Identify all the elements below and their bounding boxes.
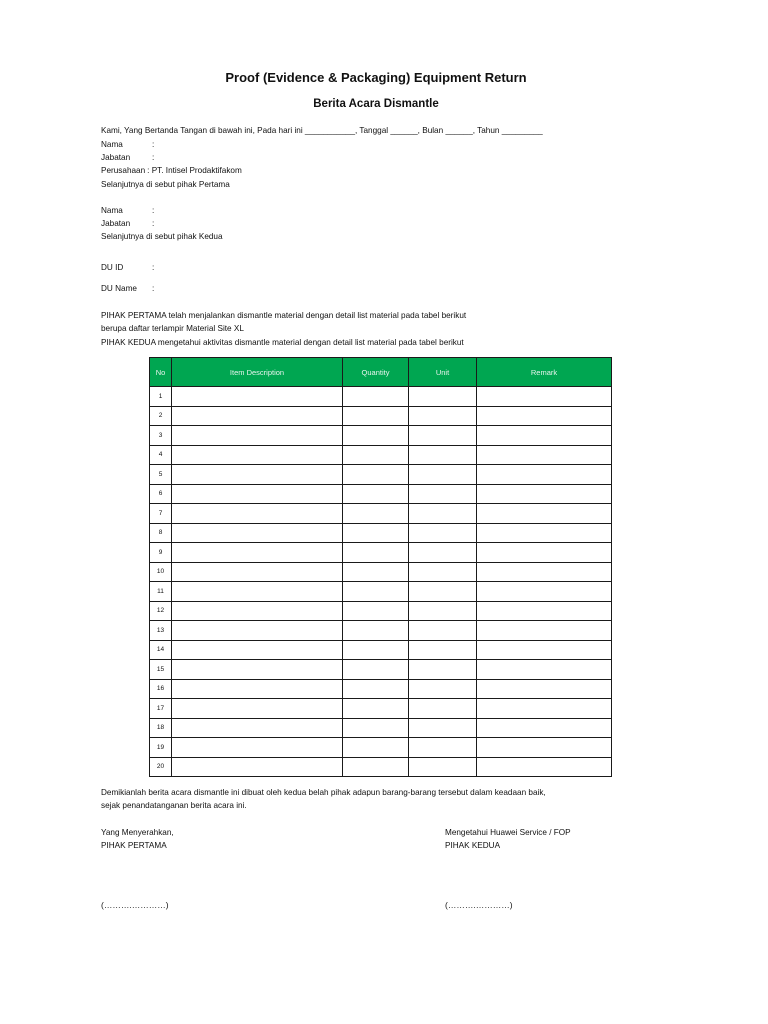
row-quantity (343, 543, 409, 563)
row-unit (409, 640, 477, 660)
row-number: 17 (150, 699, 172, 719)
table-row (150, 387, 612, 407)
closing-line-2: sejak penandatanganan berita acara ini. (101, 801, 247, 811)
du-name-row (101, 282, 154, 295)
row-remark (477, 562, 612, 582)
table-row (150, 543, 612, 563)
row-number: 20 (150, 757, 172, 777)
row-remark (477, 504, 612, 524)
row-item-description (172, 562, 343, 582)
row-quantity (343, 484, 409, 504)
party1-nama-label: Nama (101, 140, 123, 149)
row-item-description (172, 582, 343, 602)
table-row (150, 445, 612, 465)
row-remark (477, 465, 612, 485)
row-quantity (343, 406, 409, 426)
row-remark (477, 621, 612, 641)
row-quantity (343, 426, 409, 446)
row-item-description (172, 660, 343, 680)
row-item-description (172, 621, 343, 641)
table-row (150, 738, 612, 758)
row-remark (477, 445, 612, 465)
table-row (150, 582, 612, 602)
row-unit (409, 426, 477, 446)
table-row (150, 718, 612, 738)
du-id-row (101, 261, 154, 274)
row-remark (477, 426, 612, 446)
row-remark (477, 484, 612, 504)
row-number: 8 (150, 523, 172, 543)
row-number: 2 (150, 406, 172, 426)
row-number: 10 (150, 562, 172, 582)
party1-jabatan-row (101, 151, 242, 164)
table-row (150, 484, 612, 504)
du-name-value: : (152, 284, 155, 293)
row-number: 5 (150, 465, 172, 485)
row-number: 7 (150, 504, 172, 524)
party1-perusahaan-row (101, 164, 242, 177)
party2-nama-value: : (152, 206, 155, 215)
table-row (150, 406, 612, 426)
row-item-description (172, 757, 343, 777)
statement-block (101, 309, 466, 349)
table-row (150, 601, 612, 621)
table-row (150, 621, 612, 641)
document-subtitle: Berita Acara Dismantle (313, 98, 439, 110)
intro-line: Kami, Yang Bertanda Tangan di bawah ini, Pada hari ini ___________, Tanggal ______, Bulan ______, Tahun _________ (101, 126, 543, 135)
statement-line-2: berupa daftar terlampir Material Site XL (101, 324, 244, 334)
row-item-description (172, 465, 343, 485)
row-quantity (343, 621, 409, 641)
party1-perusahaan-value: : PT. Intisel Prodaktifakom (147, 166, 242, 176)
party1-perusahaan-label: Perusahaan (101, 166, 146, 176)
row-unit (409, 601, 477, 621)
party2-jabatan-value: : (152, 219, 155, 229)
row-quantity (343, 504, 409, 524)
table-row (150, 562, 612, 582)
row-unit (409, 406, 477, 426)
row-quantity (343, 679, 409, 699)
row-remark (477, 582, 612, 602)
row-unit (409, 562, 477, 582)
row-number: 19 (150, 738, 172, 758)
row-item-description (172, 543, 343, 563)
party2-nama-label: Nama (101, 206, 123, 215)
row-unit (409, 387, 477, 407)
party2-block (101, 204, 223, 244)
row-quantity (343, 718, 409, 738)
row-remark (477, 387, 612, 407)
document-title: Proof (Evidence & Packaging) Equipment Return (225, 70, 527, 85)
row-item-description (172, 699, 343, 719)
row-unit (409, 660, 477, 680)
row-remark (477, 757, 612, 777)
row-quantity (343, 640, 409, 660)
party2-jabatan-label: Jabatan (101, 219, 131, 229)
row-item-description (172, 406, 343, 426)
signature-right-party: PIHAK KEDUA (445, 841, 501, 851)
row-remark (477, 699, 612, 719)
row-unit (409, 679, 477, 699)
row-number: 18 (150, 718, 172, 738)
row-quantity (343, 757, 409, 777)
row-unit (409, 757, 477, 777)
row-quantity (343, 387, 409, 407)
row-number: 12 (150, 601, 172, 621)
row-item-description (172, 718, 343, 738)
closing-line-1: Demikianlah berita acara dismantle ini dibuat oleh kedua belah pihak adapun barang-barang tersebut dalam keadaan baik, (101, 788, 546, 797)
signature-right-line: (……….…………) (445, 900, 513, 910)
statement-line-3: PIHAK KEDUA mengetahui aktivitas dismantle material dengan detail list material pada tabel berikut (101, 337, 464, 347)
table-row (150, 504, 612, 524)
signature-left-caption: Yang Menyerahkan, (101, 828, 174, 837)
row-number: 6 (150, 484, 172, 504)
table-row (150, 640, 612, 660)
row-unit (409, 484, 477, 504)
header-unit: Unit (409, 358, 477, 387)
row-number: 15 (150, 660, 172, 680)
closing-block (101, 786, 546, 813)
row-quantity (343, 601, 409, 621)
signature-right (445, 826, 571, 853)
header-no: No (150, 358, 172, 387)
row-unit (409, 465, 477, 485)
row-item-description (172, 387, 343, 407)
row-item-description (172, 445, 343, 465)
row-remark (477, 601, 612, 621)
party1-nama-row (101, 138, 242, 151)
header-remark: Remark (477, 358, 612, 387)
row-number: 13 (150, 621, 172, 641)
du-id-value: : (152, 263, 155, 272)
row-quantity (343, 582, 409, 602)
party1-jabatan-label: Jabatan (101, 153, 131, 163)
header-quantity: Quantity (343, 358, 409, 387)
row-number: 14 (150, 640, 172, 660)
row-quantity (343, 738, 409, 758)
party2-jabatan-row (101, 217, 223, 230)
party2-nama-row (101, 204, 223, 217)
row-unit (409, 718, 477, 738)
table-row (150, 679, 612, 699)
signature-left-party: PIHAK PERTAMA (101, 841, 167, 851)
row-remark (477, 679, 612, 699)
row-unit (409, 504, 477, 524)
table-header-row (150, 358, 612, 387)
row-unit (409, 543, 477, 563)
row-remark (477, 543, 612, 563)
header-item-description: Item Description (172, 358, 343, 387)
row-unit (409, 582, 477, 602)
row-item-description (172, 679, 343, 699)
row-unit (409, 445, 477, 465)
row-number: 11 (150, 582, 172, 602)
du-name-label: DU Name (101, 284, 137, 293)
party1-jabatan-value: : (152, 153, 155, 163)
row-item-description (172, 504, 343, 524)
table-row (150, 523, 612, 543)
row-number: 9 (150, 543, 172, 563)
table-row (150, 465, 612, 485)
row-quantity (343, 562, 409, 582)
row-quantity (343, 699, 409, 719)
material-table (149, 357, 612, 777)
row-unit (409, 523, 477, 543)
table-row (150, 660, 612, 680)
row-quantity (343, 523, 409, 543)
row-remark (477, 738, 612, 758)
row-unit (409, 738, 477, 758)
row-item-description (172, 738, 343, 758)
party1-nama-value: : (152, 140, 155, 149)
row-item-description (172, 601, 343, 621)
row-unit (409, 621, 477, 641)
table-row (150, 426, 612, 446)
signature-left (101, 826, 174, 853)
row-number: 3 (150, 426, 172, 446)
row-number: 4 (150, 445, 172, 465)
row-item-description (172, 484, 343, 504)
row-item-description (172, 523, 343, 543)
row-item-description (172, 640, 343, 660)
row-quantity (343, 465, 409, 485)
signature-left-line: (……….…………) (101, 900, 169, 910)
row-number: 1 (150, 387, 172, 407)
row-remark (477, 660, 612, 680)
row-quantity (343, 660, 409, 680)
row-item-description (172, 426, 343, 446)
du-id-label: DU ID (101, 263, 124, 272)
signature-right-caption: Mengetahui Huawei Service / FOP (445, 828, 571, 837)
party1-note: Selanjutnya di sebut pihak Pertama (101, 179, 230, 189)
row-unit (409, 699, 477, 719)
table-row (150, 757, 612, 777)
row-remark (477, 523, 612, 543)
party1-block (101, 138, 242, 191)
row-quantity (343, 445, 409, 465)
row-remark (477, 406, 612, 426)
row-remark (477, 640, 612, 660)
table-row (150, 699, 612, 719)
row-remark (477, 718, 612, 738)
row-number: 16 (150, 679, 172, 699)
party2-note: Selanjutnya di sebut pihak Kedua (101, 232, 223, 242)
statement-line-1: PIHAK PERTAMA telah menjalankan dismantle material dengan detail list material pada tabel berikut (101, 311, 467, 320)
